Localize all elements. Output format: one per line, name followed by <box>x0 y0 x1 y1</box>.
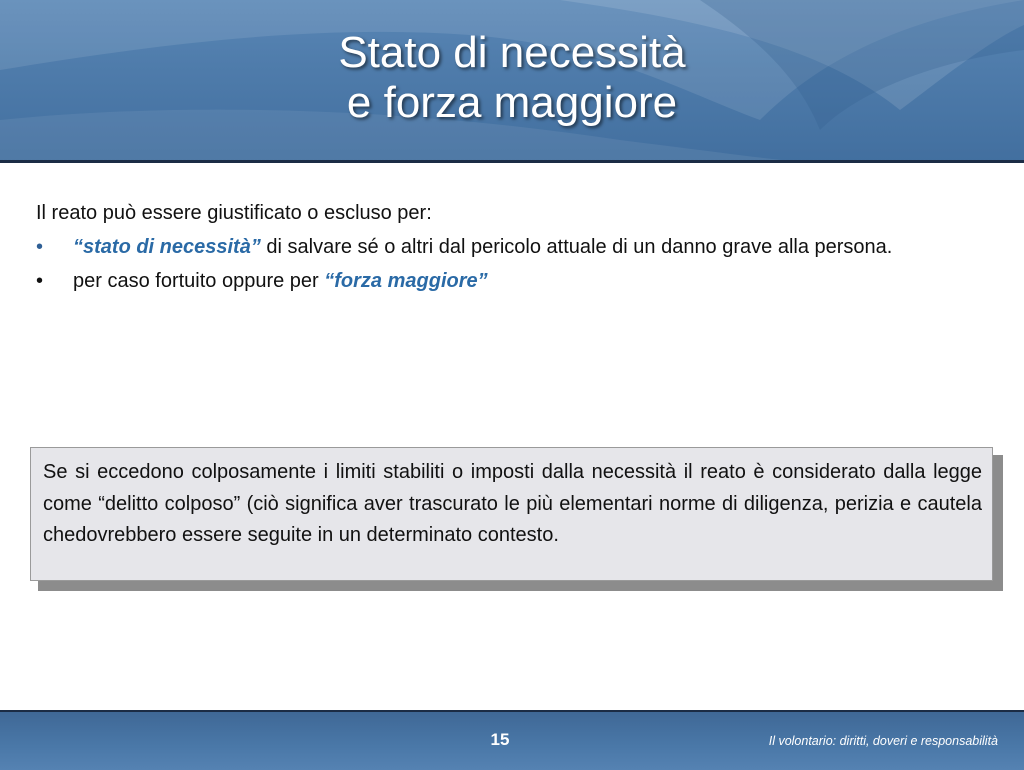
slide-header <box>0 0 1024 162</box>
emphasis-text: “forza maggiore” <box>324 270 488 292</box>
bullet-text: di salvare sé o altri dal pericolo attuale di un danno grave alla persona. <box>260 236 893 258</box>
title-line-1: Stato di necessità <box>338 28 686 77</box>
emphasis-text: “stato di necessità” <box>73 236 261 258</box>
title-line-2: e forza maggiore <box>346 78 678 127</box>
slide-footer <box>0 710 1024 770</box>
header-divider <box>0 160 1024 163</box>
bullet-text: per caso fortuito oppure per <box>73 270 325 292</box>
bullet-marker: • <box>36 270 44 292</box>
slide-title <box>0 28 1024 128</box>
bullet-list <box>36 232 996 296</box>
slide-body <box>36 198 996 300</box>
page-number: 15 <box>490 730 510 749</box>
bullet-item <box>36 232 996 262</box>
footer-caption: Il volontario: diritti, doveri e responsabilità <box>768 734 998 748</box>
intro-text: Il reato può essere giustificato o escluso per: <box>36 202 432 224</box>
bullet-marker: • <box>36 236 44 258</box>
bullet-item <box>36 266 996 296</box>
callout-box <box>30 447 993 581</box>
callout-text: Se si eccedono colposamente i limiti stabiliti o imposti dalla necessità il reato è considerato dalla legge come “delitto colposo” (ciò significa aver trascurato le più elementari norme di diligenza, perizia e cautela chedovrebbero essere seguite in un determinato contesto. <box>43 461 982 546</box>
